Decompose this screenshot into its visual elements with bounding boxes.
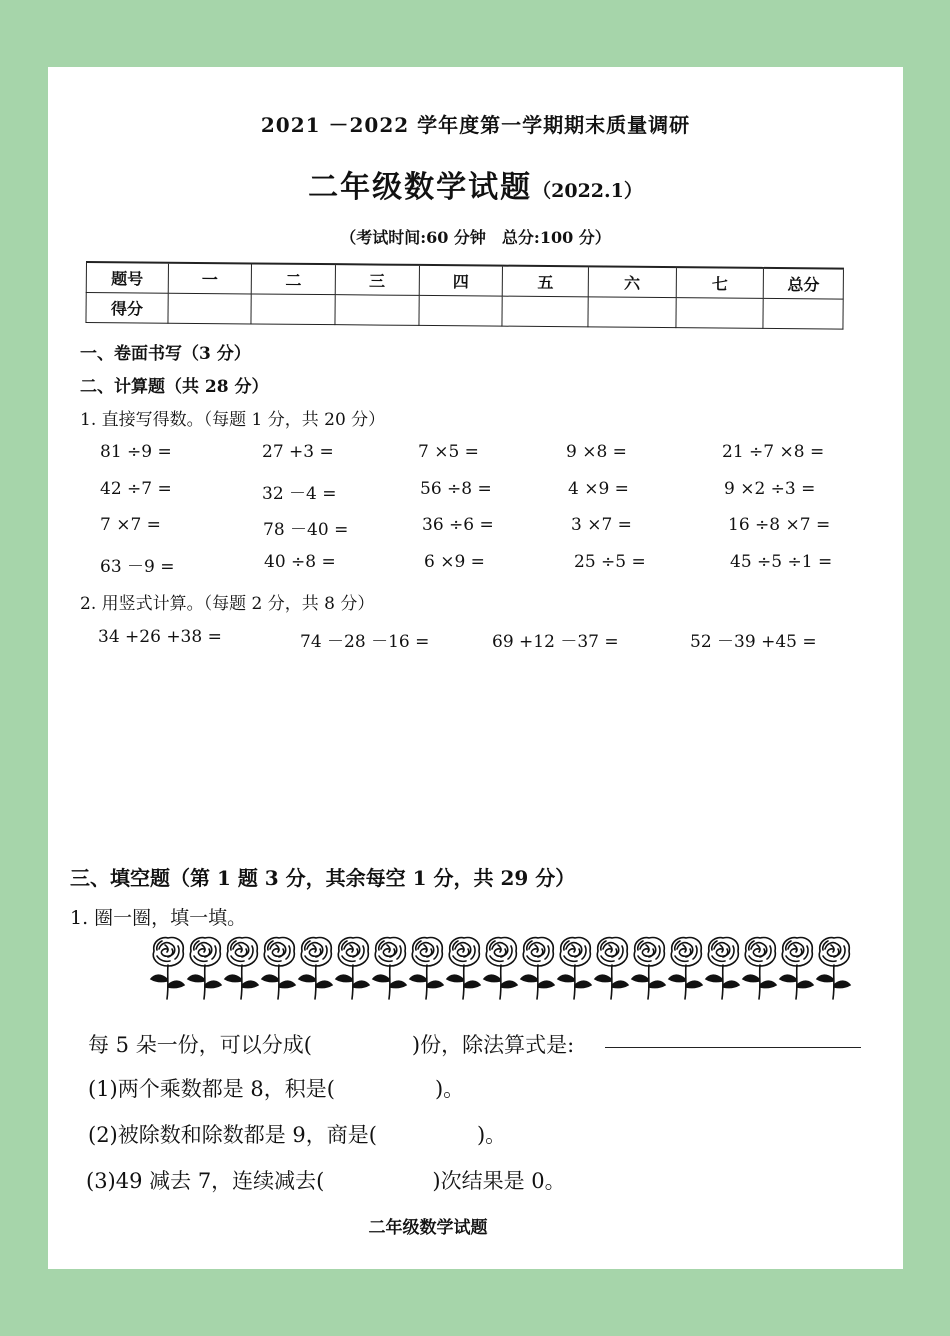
fill-in-sub3-suffix: )次结果是 0。 — [432, 1169, 566, 1193]
page-footer: 二年级数学试题 — [368, 1218, 488, 1238]
score-cell[interactable] — [588, 297, 676, 328]
fill-in-rose-division — [88, 1029, 574, 1059]
calc-problem: 16 ÷8 ×7 = — [728, 515, 831, 535]
section-2-q1-title: 1. 直接写得数。（每题 1 分，共 20 分） — [80, 410, 386, 430]
calc-problem: 4 ×9 = — [568, 479, 629, 499]
rose-icon — [629, 935, 669, 1001]
score-cell[interactable] — [502, 296, 588, 327]
rose-icon — [777, 935, 817, 1001]
calc-problem: 40 ÷8 = — [264, 552, 336, 572]
rose-icon — [481, 935, 521, 1001]
fill-in-sub2-prefix: (2)被除数和除数都是 9，商是( — [88, 1123, 377, 1147]
rose-icon — [814, 935, 854, 1001]
section-2-title: 二、计算题（共 28 分） — [80, 377, 269, 397]
fill-in-sub3-prefix: (3)49 减去 7，连续减去( — [86, 1169, 325, 1193]
rose-icon — [370, 935, 410, 1001]
score-table-header-cell: 六 — [588, 266, 676, 297]
exam-date: （2022.1） — [532, 180, 643, 202]
vertical-calc-problem: 52 －39 +45 = — [690, 632, 817, 652]
calc-problem: 63 －9 = — [100, 557, 175, 577]
rose-row — [148, 935, 860, 1005]
fill-in-prefix: 每 5 朵一份，可以分成( — [88, 1033, 312, 1057]
fill-in-sub1 — [88, 1073, 464, 1103]
exam-title-text: 二年级数学试题 — [308, 170, 533, 205]
calc-problem: 21 ÷7 ×8 = — [722, 442, 825, 462]
calc-problem: 7 ×5 = — [418, 442, 479, 462]
exam-time-and-score: （考试时间:60 分钟 总分:100 分） — [340, 228, 611, 247]
rose-icon — [518, 935, 558, 1001]
vertical-calc-problem: 34 +26 +38 = — [98, 627, 222, 647]
fill-in-middle: )份，除法算式是: — [411, 1033, 575, 1057]
rose-icon — [296, 935, 336, 1001]
rose-icon — [407, 935, 447, 1001]
rose-icon — [185, 935, 225, 1001]
rose-icon — [740, 935, 780, 1001]
fill-in-sub2 — [88, 1119, 506, 1149]
score-table-header-cell: 三 — [335, 264, 419, 295]
calc-problem: 25 ÷5 = — [574, 552, 646, 572]
score-table-header-cell: 二 — [252, 263, 336, 294]
calc-problem: 6 ×9 = — [424, 552, 485, 572]
score-table-score-row — [86, 293, 843, 330]
rose-icon — [222, 935, 262, 1001]
score-table-header-cell: 七 — [676, 267, 764, 298]
score-cell[interactable] — [168, 293, 252, 324]
score-table-header-cell: 总分 — [764, 268, 844, 299]
academic-year-title: 2021 －2022 学年度第一学期期末质量调研 — [260, 113, 691, 137]
section-1-title: 一、卷面书写（3 分） — [80, 344, 251, 364]
fill-in-sub1-suffix: )。 — [434, 1077, 465, 1101]
score-table-header-cell: 一 — [168, 263, 252, 294]
rose-icon — [555, 935, 595, 1001]
fill-in-sub2-suffix: )。 — [476, 1123, 507, 1147]
score-cell[interactable] — [676, 298, 764, 329]
score-table — [85, 261, 844, 330]
score-table-header-cell: 四 — [419, 265, 503, 296]
score-table-header-cell: 题号 — [86, 262, 168, 293]
rose-icon — [333, 935, 373, 1001]
vertical-calc-problem: 69 +12 －37 = — [492, 632, 619, 652]
rose-icon — [703, 935, 743, 1001]
rose-icon — [592, 935, 632, 1001]
calc-problem: 9 ×8 = — [566, 442, 627, 462]
rose-icon — [666, 935, 706, 1001]
score-cell[interactable] — [335, 295, 419, 326]
calc-problem: 32 －4 = — [262, 484, 337, 504]
section-3-q1-title: 1. 圈一圈，填一填。 — [70, 907, 247, 929]
section-3-title: 三、填空题（第 1 题 3 分，其余每空 1 分，共 29 分） — [70, 866, 576, 890]
rose-icon — [259, 935, 299, 1001]
division-formula-blank[interactable] — [605, 1047, 861, 1048]
score-cell[interactable] — [251, 294, 335, 325]
calc-problem: 27 +3 = — [262, 442, 334, 462]
score-table-header-cell: 五 — [502, 266, 588, 297]
score-cell[interactable] — [763, 298, 843, 329]
vertical-calc-problem: 74 －28 －16 = — [300, 632, 430, 652]
rose-icon — [148, 935, 188, 1001]
section-2-q2-title: 2. 用竖式计算。（每题 2 分，共 8 分） — [80, 594, 375, 614]
rose-icon — [444, 935, 484, 1001]
calc-problem: 9 ×2 ÷3 = — [724, 479, 816, 499]
calc-problem: 81 ÷9 = — [100, 442, 172, 462]
calc-problem: 56 ÷8 = — [420, 479, 492, 499]
exam-paper — [48, 67, 903, 1269]
calc-problem: 45 ÷5 ÷1 = — [730, 552, 833, 572]
calc-problem: 3 ×7 = — [571, 515, 632, 535]
calc-problem: 42 ÷7 = — [100, 479, 172, 499]
calc-problem: 36 ÷6 = — [422, 515, 494, 535]
fill-in-sub3 — [86, 1165, 566, 1195]
calc-problem: 7 ×7 = — [100, 515, 161, 535]
score-cell[interactable] — [419, 295, 503, 326]
exam-title — [48, 162, 903, 206]
calc-problem: 78 －40 = — [263, 520, 349, 540]
score-table-row-label: 得分 — [86, 293, 168, 324]
fill-in-sub1-prefix: (1)两个乘数都是 8，积是( — [88, 1077, 335, 1101]
